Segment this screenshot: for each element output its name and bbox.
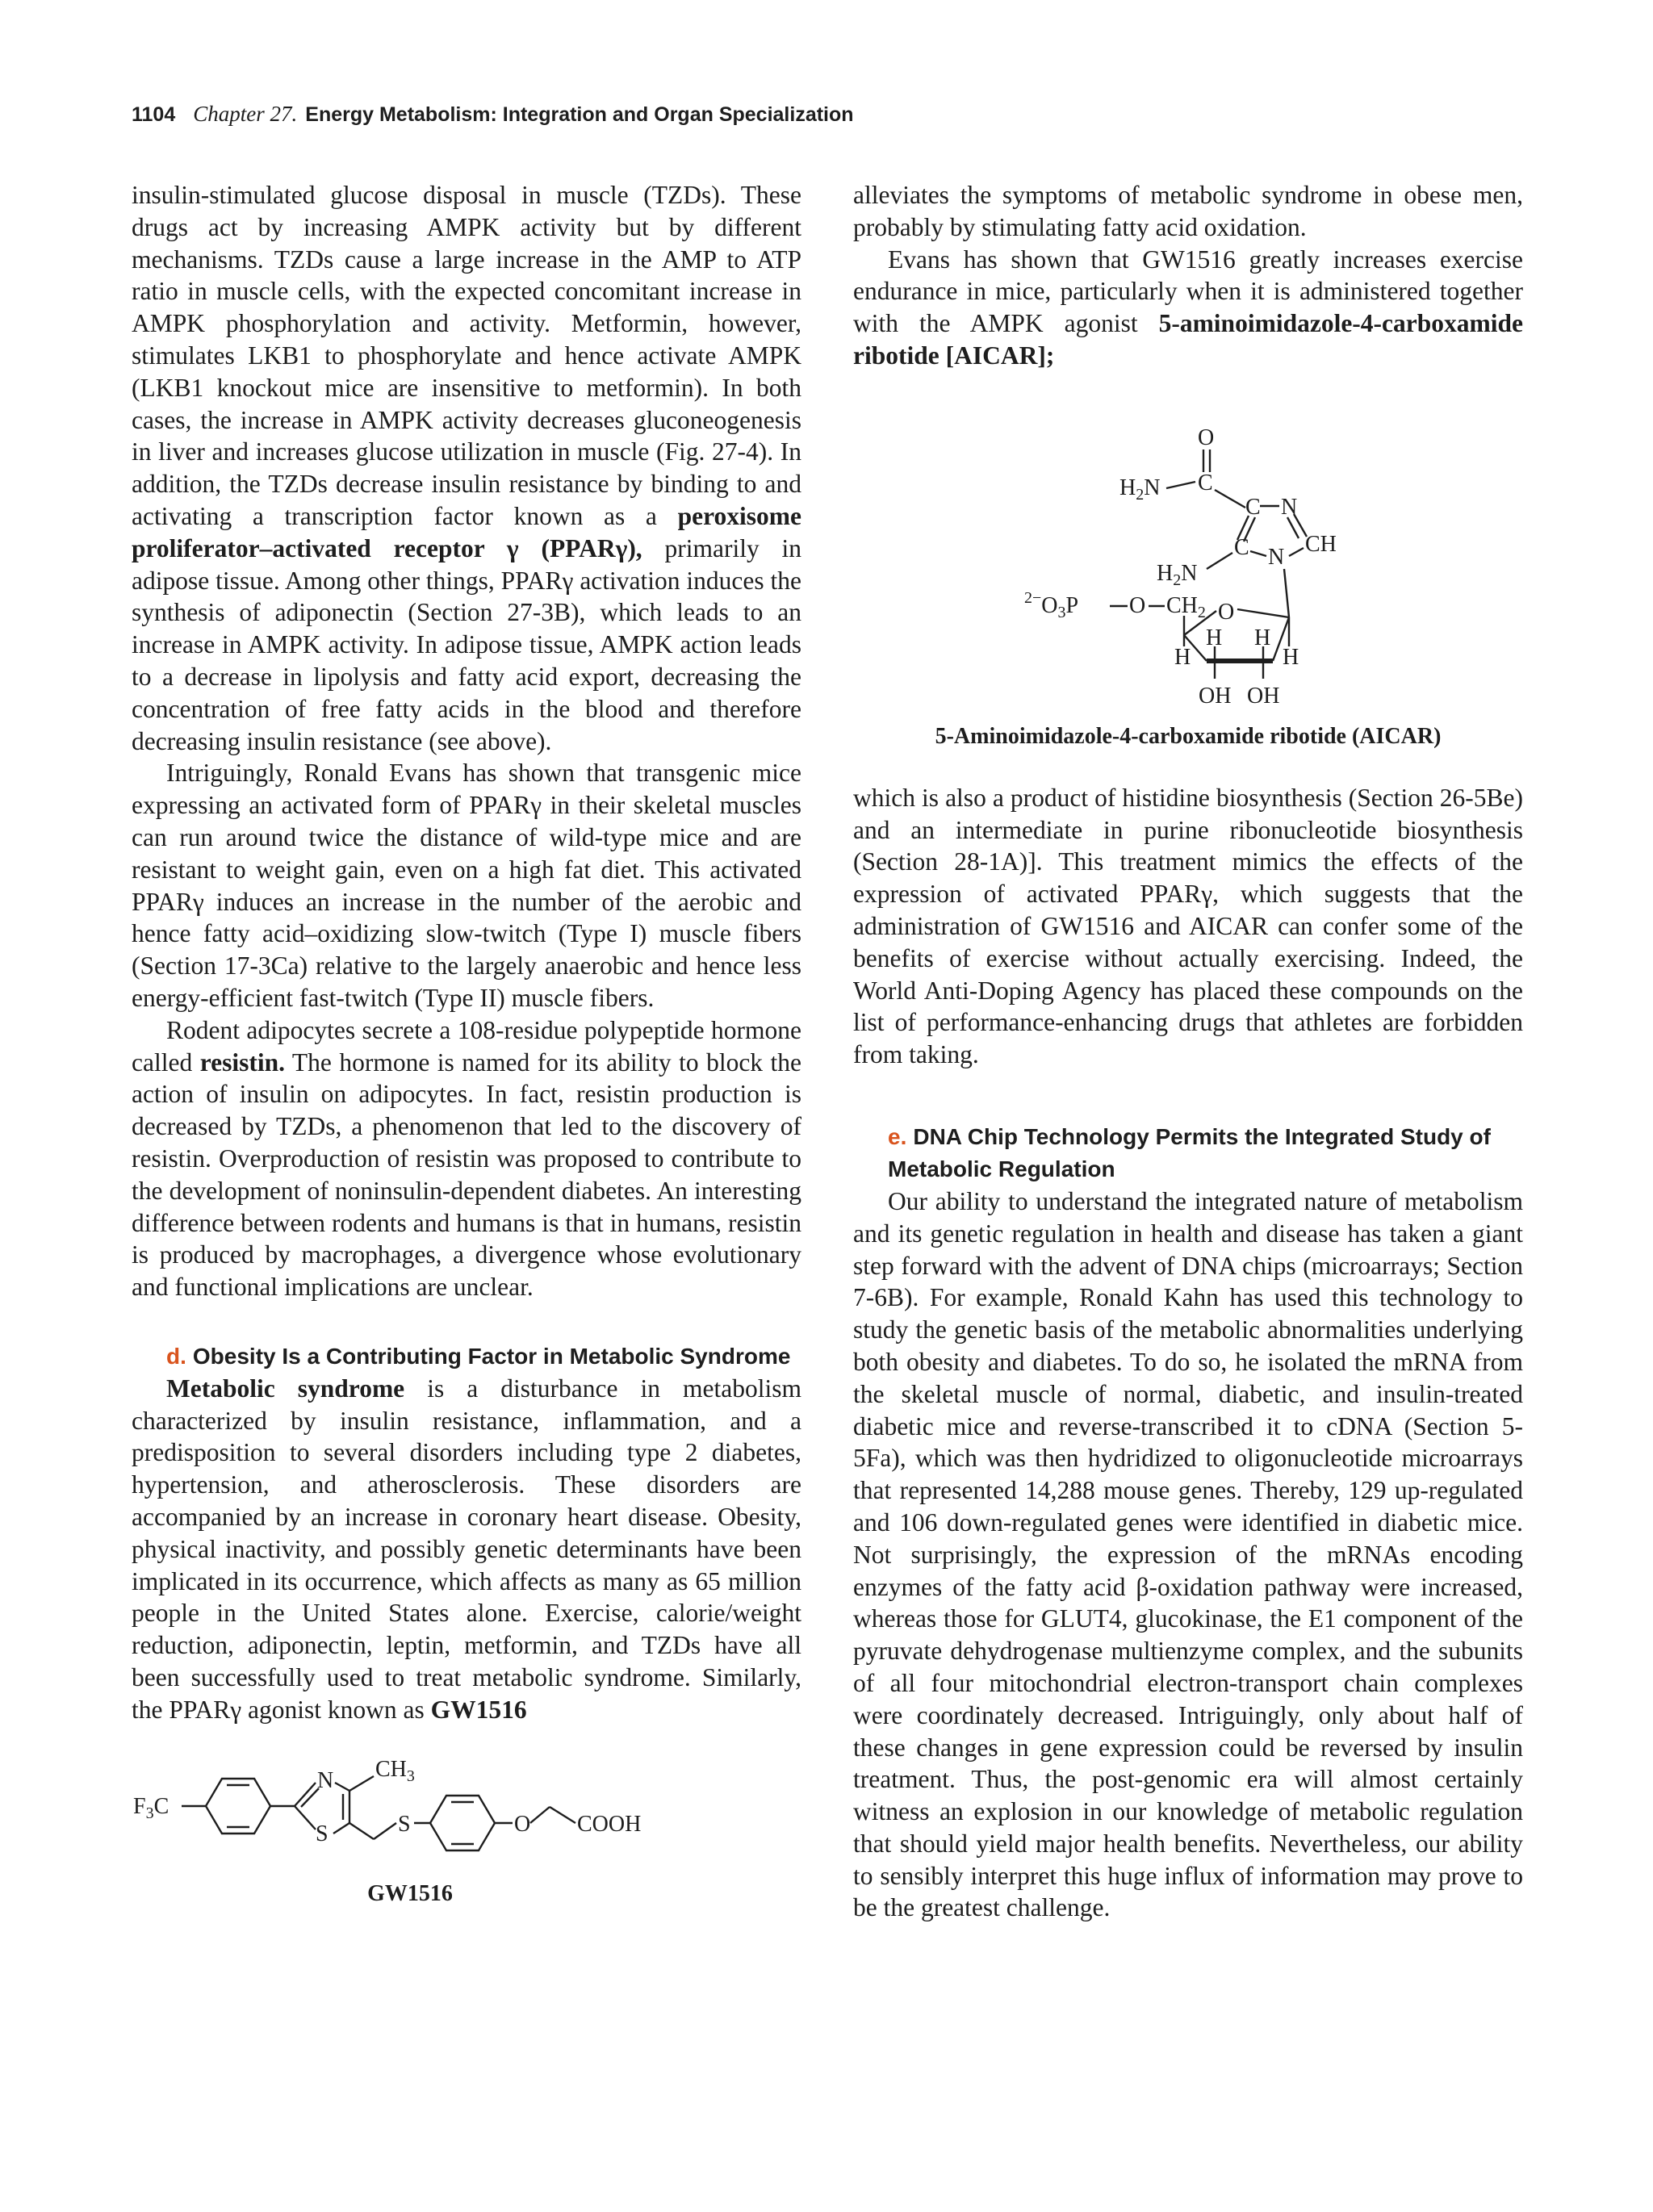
bold-term: 5-aminoimidazole-4-carboxamide ribotide [AICAR]; [853,309,1524,370]
ribose-o-label: O [1218,599,1235,625]
chapter-title: Energy Metabolism: Integration and Organ Specialization [305,103,854,126]
ether-o-label: O [514,1811,531,1837]
hydroxyl-label: OH [1247,683,1280,709]
ring-c4-label: C [1234,534,1249,560]
ring-c5-label: C [1245,494,1261,520]
section-letter: e. [888,1123,907,1149]
running-header [132,102,854,127]
paragraph-text: insulin-stimulated glucose disposal in muscle (TZDs). These drugs act by increasing AMPK activity but by different mechanisms. TZDs cause a large increase in the AMP to ATP ratio in muscle cells, with the expected concomitant increase in AMPK phosphorylation and activity. Metformin, however, stimulates LKB1 to phosphorylate and hence activate AMPK (LKB1 knockout mice are insensitive to metformin). In both cases, the increase in AMPK activity decreases gluconeogenesis in liver and increases glucose utilization in muscle (Fig. 27-4). In addition, the TZDs decrease insulin resistance by binding to and activating a transcription factor known as a [132,181,801,530]
ring-n1-label: N [1268,544,1285,570]
amide-c-label: C [1198,470,1213,496]
gw1516-caption: GW1516 [367,1880,453,1906]
phosphate-label: $^{2-}O_3P$ [1024,588,1079,621]
bold-term: peroxisome proliferator–activated receptor γ (PPARγ), [132,501,801,562]
paragraph: alleviates the symptoms of metabolic syndrome in obese men, probably by stimulating fatty acid oxidation. [853,181,1523,241]
thiazole-s-label: S [316,1821,329,1846]
hydroxyl-label: OH [1199,683,1232,709]
ring-ch-label: CH [1305,531,1337,557]
ring-n3-label: N [1281,494,1298,520]
paragraph: Our ability to understand the integrated nature of metabolism and its genetic regulation in health and disease has taken a giant step forward with the advent of DNA chips (microarrays; Section 7-6B). For example, Ronald Kahn has used this technology to study the genetic basis of the metabolic abnormalities underlying both obesity and diabetes. To do so, he isolated the mRNA from the skeletal muscle of normal, diabetic, and insulin-treated diabetic mice and reverse-transcribed it to cDNA (Section 5-5Fa), which was then hydridized to oligonucleotide microarrays that represented 14,288 mouse genes. Thereby, 129 up-regulated and 106 down-regulated genes were identified in diabetic mice. Not surprisingly, the expression of the mRNAs encoding enzymes of the fatty acid β-oxidation pathway were increased, whereas those for GLUT4, glucokinase, the E1 component of the pyruvate dehydrogenase multienzyme complex, and the subunits of all four mitochondrial electron-transport chain complexes were coordinately decreased. Intriguingly, only about half of these changes in gene expression could be reversed by insulin treatment. Thus, the post-genomic era will almost certainly witness an explosion in our knowledge of metabolic regulation that should yield major health benefits. Nevertheless, our ability to sensibly interpret this huge influx of information may prove to be the greatest challenge. [853,1186,1523,1922]
paragraph [132,1014,801,1303]
ribose-h-label: H [1174,644,1191,670]
gw1516-structure-diagram [132,1726,801,1880]
paragraph-text: Rodent adipocytes secrete a 108-residue polypeptide hormone called [132,1015,801,1077]
ribose-h-label: H [1206,625,1223,650]
bold-term: GW1516 [430,1695,527,1724]
ester-o-label: O [1129,592,1146,618]
section-heading-d [166,1340,801,1373]
section-letter: d. [166,1343,186,1369]
paragraph [853,244,1523,372]
paragraph-text: Evans has shown that GW1516 greatly increases exercise endurance in mice, particularly when it is administered together with the AMPK agonist [853,245,1523,338]
section-title: DNA Chip Technology Permits the Integrated Study of Metabolic Regulation [888,1123,1491,1181]
carbonyl-o-label: O [1198,424,1215,450]
section-title: Obesity Is a Contributing Factor in Metabolic Syndrome [192,1343,791,1369]
f3c-label: $F_3C$ [133,1793,169,1822]
paragraph [132,179,801,757]
ring-h2n-label: $H_2N$ [1157,560,1198,589]
thioether-s-label: S [398,1811,411,1837]
ribose-h-label: H [1283,644,1299,670]
aicar-structure-diagram [853,372,1523,727]
page-number: 1104 [132,103,176,126]
aicar-structure-figure [853,372,1523,751]
right-column [853,179,1523,1924]
ribose-h-label: H [1254,625,1271,650]
bold-term: Metabolic syndrome [166,1374,405,1403]
aicar-caption: 5-Aminoimidazole-4-carboxamide ribotide (AICAR) [935,723,1442,749]
section-heading-e [888,1121,1523,1185]
paragraph [132,1373,801,1726]
gw1516-structure-figure [132,1726,801,1909]
amide-h2n-label: $H_2N$ [1119,475,1161,504]
paragraph-text: The hormone is named for its ability to block the action of insulin on adipocytes. In fact, resistin production is decreased by TZDs, a phenomenon that led to the discovery of resistin. Overproduction of resistin was proposed to contribute to the development of noninsulin-dependent diabetes. An interesting difference between rodents and humans is that in humans, resistin is produced by macrophages, a divergence whose evolutionary and functional implications are unclear. [132,1047,802,1302]
ch3-label: $CH_3$ [375,1756,415,1785]
ch2-label: $CH_2$ [1166,592,1206,621]
thiazole-n-label: N [317,1767,334,1793]
cooh-label: COOH [577,1811,642,1837]
paragraph: which is also a product of histidine biosynthesis (Section 26-5Be) and an intermediate in purine ribonucleotide biosynthesis (Section 28-1A)]. This treatment mimics the effects of the expression of activated PPARγ, which suggests that the administration of GW1516 and AICAR can confer some of the benefits of exercise without actually exercising. Indeed, the World Anti-Doping Agency has placed these compounds on the list of performance-enhancing drugs that athletes are forbidden from taking. [853,783,1523,1069]
paragraph-text: primarily in adipose tissue. Among other things, PPARγ activation induces the synthesis of adiponectin (Section 27-3B), which leads to an increase in AMPK activity. In adipose tissue, AMPK action leads to a decrease in lipolysis and fatty acid export, decreasing the concentration of free fatty acids in the blood and therefore decreasing insulin resistance (see above). [132,533,801,755]
paragraph: Intriguingly, Ronald Evans has shown that transgenic mice expressing an activated form of PPARγ in their skeletal muscles can run around twice the distance of wild-type mice and are resistant to weight gain, even on a high fat diet. This activated PPARγ induces an increase in the number of the aerobic and hence fatty acid–oxidizing slow-twitch (Type I) muscle fibers (Section 17-3Ca) relative to the largely anaerobic and hence less energy-efficient fast-twitch (Type II) muscle fibers. [132,759,801,1012]
chapter-label: Chapter 27. [193,102,298,126]
bold-term: resistin. [199,1047,285,1077]
paragraph-text: is a disturbance in metabolism characterized by insulin resistance, inflammation, and a predisposition to several disorders including type 2 diabetes, hypertension, and atherosclerosis. These disorders are accompanied by an increase in coronary heart disease. Obesity, physical inactivity, and possibly genetic determinants have been implicated in its occurrence, which affects as many as 65 million people in the United States alone. Exercise, calorie/weight reduction, adiponectin, leptin, metformin, and TZDs have all been successfully used to treat metabolic syndrome. Similarly, the PPARγ agonist known as [132,1374,801,1724]
left-column [132,179,801,1909]
